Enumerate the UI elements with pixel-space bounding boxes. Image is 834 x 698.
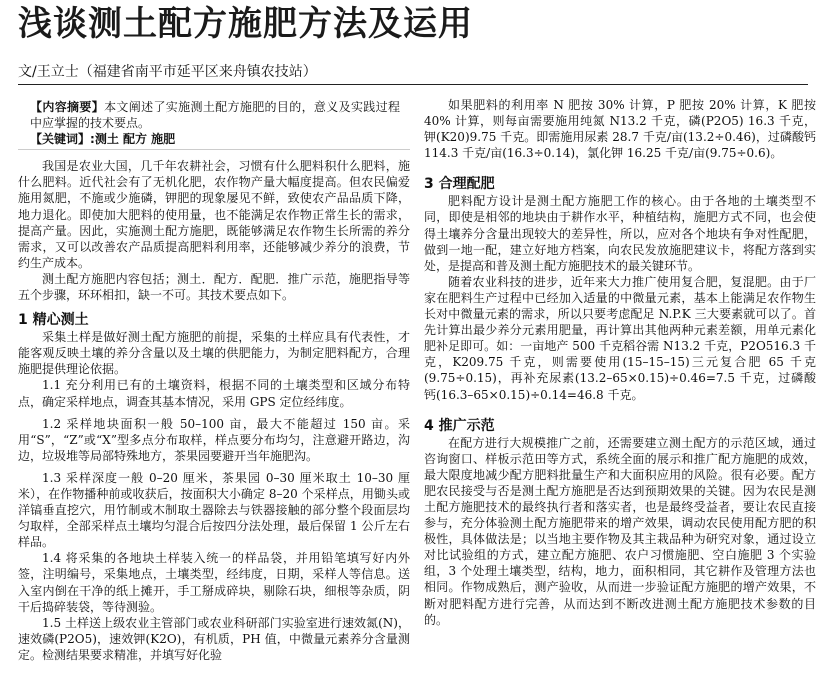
author-line: 文/王立士（福建省南平市延平区来舟镇农技站）: [18, 62, 808, 85]
article-title: 浅谈测土配方施肥方法及运用: [18, 4, 473, 44]
section-4-heading: 4 推广示范: [424, 417, 495, 434]
section-1-4-paragraph: 1.4 将采集的各地块土样装入统一的样品袋，并用铅笔填写好内外签，注明编号，采集地点，土壤类型，经纬度，日期，采样人等信息。送入室内倒在干净的纸上摊开，手工掰成碎块，剔除石块，细根等杂质，阴干后捣碎装袋，等待测验。: [18, 551, 410, 614]
fertilizer-calculation-paragraph: 如果肥料的利用率 N 肥按 30% 计算，P 肥按 20% 计算，K 肥按 40% 计算，则每亩需要施用纯氮 N13.2 千克，磷(P2O5) 16.3 千克，钾(K20)9.75 千克。即需施用尿素 28.7 千克/亩(13.2÷0.46)，过磷酸钙 114.3 千克/亩(16.3÷0.14)，氯化钾 16.25 千克/亩(9.75÷0.6)。: [424, 98, 816, 161]
section-1-3-paragraph: 1.3 采样深度一般 0–20 厘米，茶果园 0–30 厘米取土 10–30 厘米），在作物播种前或收获后，按面积大小确定 8–20 个采样点，用锄头或洋镐垂直挖穴，用竹制或木制取土器除去与铁器接触的部分整个段面层均匀取样，全部采样点土壤均匀混合后按四分法处理，最后保留 1 公斤左右样品。: [18, 470, 410, 550]
abstract-keywords-label: 【关键词】: [30, 132, 91, 147]
section-1-paragraph-intro: 采集土样是做好测土配方施肥的前提，采集的土样应具有代表性，才能客观反映土壤的养分含量以及土壤的供肥能力，为制定肥料配方，合理施肥提供理论依据。: [18, 330, 410, 377]
section-1-heading: 1 精心测土: [18, 312, 89, 329]
abstract-summary: [30, 99, 400, 131]
right-column: [424, 97, 816, 698]
intro-paragraph-2: 测土配方施肥内容包括；测土．配方．配肥．推广示范，施肥指导等五个步骤，环环相扣，缺一不可。其技术要点如下。: [18, 271, 410, 303]
section-3-heading: 3 合理配肥: [424, 176, 495, 193]
abstract-keywords-text: :测土 配方 施肥: [90, 132, 176, 147]
intro-paragraph-1: 我国是农业大国，几千年农耕社会，习惯有什么肥料积什么肥料，施什么肥料。近代社会有了无机化肥，农作物产量大幅度提高。但农民偏爱施用氮肥，不施或少施磷，钾肥的现象屡见不鲜，致使农产品品质下降，地力退化。即使加大肥料的使用量，也不能满足农作物正常生长的需求，提高产量。因此，实施测土配方施肥，既能够满足农作物生长所需的养分需求，又可以改善农产品质提高肥料利用率，还能够减少养分的浪费，节约生产成本。: [18, 159, 410, 270]
section-4-paragraph-1: 在配方进行大规模推广之前，还需要建立测土配方的示范区域，通过咨询窗口、样板示范田等方式，系统全面的展示和推广配方施肥的成效，最大限度地减少配方肥料批量生产和大面积应用的风险。很有必要。配方肥农民接受与否是测土配方施肥是否达到预期效果的关键。因为农民是测土配方施肥技术的最终执行者和落实者，也是最终受益者，要让农民直接参与，充分体验测土配方施肥带来的增产效果，调动农民使用配方肥的积极性，具体做法是；以当地主要作物及其主栽品种为研究对象，通过设立对比试验组的方式，建立配方施肥、农户习惯施肥、空白施肥 3 个实验组，3 个处理土壤类型，结构，地力，面积相同，其它耕作及管理方法也相同。作物成熟后，测产验收，从而进一步验证配方施肥的增产效果，不断对肥料配方进行完善，从而达到不断改进测土配方施肥技术参数的目的。: [424, 435, 816, 627]
section-1-5-paragraph: 1.5 土样送上级农业主管部门或农业科研部门实验室进行速效氮(N)，速效磷(P2O5)，速效钾(K2O)，有机质，PH 值，中微量元素养分含量测定。检测结果要求精准，并填写好化验: [18, 615, 410, 662]
section-3-paragraph-1: 肥料配方设计是测土配方施肥工作的核心。由于各地的土壤类型不同，即使是相邻的地块由于耕作水平，种植结构，施肥方式不同，也会使得土壤养分含量出现较大的差异性，所以，应对各个地块有争对性配肥，做到一地一配，建立好地方档案，向农民发放施肥建议卡，将配方落到实处，是提高和普及测土配方施肥技术的最关键环节。: [424, 194, 816, 273]
left-column: [18, 97, 410, 698]
abstract-box: [18, 97, 410, 150]
abstract-summary-text: 本文阐述了实施测土配方施肥的目的，意义及实践过程中应掌握的技术要点。: [30, 100, 400, 131]
abstract-keywords: [30, 131, 400, 147]
section-1-1-paragraph: 1.1 充分利用已有的土壤资料，根据不同的土壤类型和区域分布特点，确定采样地点，调查其基本情况，采用 GPS 定位经纬度。: [18, 378, 410, 409]
section-3-paragraph-2: 随着农业科技的进步，近年来大力推广使用复合肥，复混肥。由于厂家在肥料生产过程中已经加入适量的中微量元素，基本上能满足农作物生长对中微量元素的需求，所以只要考虑配足 N.P.K 三大要素就可以了。首先计算出最少养分元素用肥量，再计算出其他两种元素差额，用单元素化肥补足即可。如：一亩地产 500 千克稻谷需 N13.2 千克，P2O516.3 千克，K209.75 千克，则需要使用(15–15–15)三元复合肥 65 千克(9.75÷0.15)，再补充尿素(13.2–65×0.15)÷0.46=7.5 千克，过磷酸钙(16.3–65×0.15)÷0.14=46.8 千克。: [424, 274, 816, 402]
abstract-summary-label: 【内容摘要】: [30, 100, 105, 114]
section-1-2-paragraph: 1.2 采样地块面积一般 50–100 亩，最大不能超过 150 亩。采用“S”，“Z”或“X”型多点分布取样，样点要分布均匀，注意避开路边，沟边，垃圾堆等局部特殊地方，茶果园要避开当年施肥沟。: [18, 416, 410, 463]
